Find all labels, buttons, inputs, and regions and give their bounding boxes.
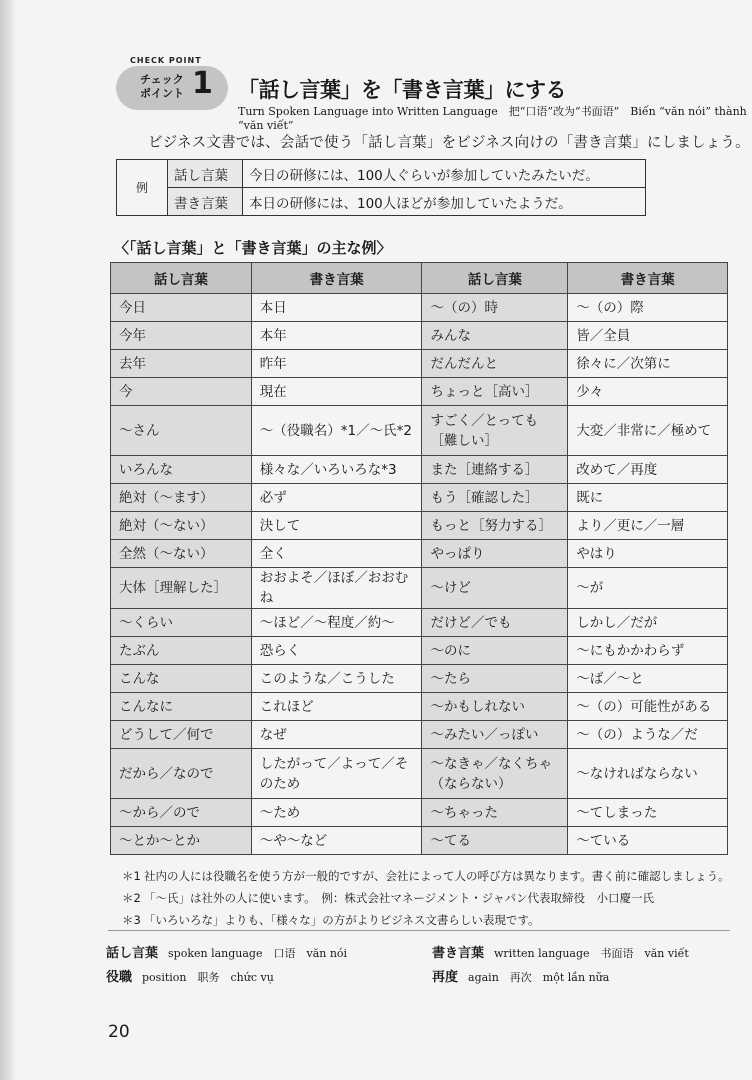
table-row	[111, 749, 728, 799]
table-cell: 〜（の）際	[568, 294, 728, 322]
table-cell: こんな	[111, 665, 252, 693]
column-header: 話し言葉	[422, 263, 568, 294]
table-cell: 絶対（〜ない）	[111, 512, 252, 540]
table-cell: 〜なきゃ／なくちゃ（ならない）	[422, 749, 568, 799]
table-cell: 既に	[568, 484, 728, 512]
table-cell: 〜ため	[251, 799, 422, 827]
table-cell: 〜（の）可能性がある	[568, 693, 728, 721]
table-cell: 皆／全員	[568, 322, 728, 350]
vocab-item: 役職 position 职务 chức vụ	[106, 970, 274, 985]
table-cell: しかし／だが	[568, 609, 728, 637]
table-cell: 今	[111, 378, 252, 406]
table-row	[111, 693, 728, 721]
table-cell: おおよそ／ほぼ／おおむね	[251, 568, 422, 609]
page-number: 20	[108, 1022, 130, 1042]
table-cell: 〜けど	[422, 568, 568, 609]
table-cell: 去年	[111, 350, 252, 378]
table-cell: 現在	[251, 378, 422, 406]
table-cell: 改めて／再度	[568, 456, 728, 484]
table-cell: 本年	[251, 322, 422, 350]
table-row	[111, 827, 728, 855]
vocab-item: 話し言葉 spoken language 口语 văn nói	[106, 946, 348, 961]
table-cell: 〜てる	[422, 827, 568, 855]
table-cell: 〜てしまった	[568, 799, 728, 827]
table-cell: 〜かもしれない	[422, 693, 568, 721]
table-cell: 全く	[251, 540, 422, 568]
table-cell: 〜ちゃった	[422, 799, 568, 827]
example-label: 例	[117, 160, 168, 216]
table-cell: 〜が	[568, 568, 728, 609]
table-row	[111, 406, 728, 456]
table-row	[111, 456, 728, 484]
table-cell: 〜のに	[422, 637, 568, 665]
table-cell: だんだんと	[422, 350, 568, 378]
checkpoint-number: 1	[192, 66, 213, 101]
table-cell: 徐々に／次第に	[568, 350, 728, 378]
section-heading-translation: Turn Spoken Language into Written Language 把“口语”改为“书面语” Biến “văn nói” thành “văn viết”	[238, 105, 747, 132]
table-cell: 〜みたい／っぽい	[422, 721, 568, 749]
table-cell: なぜ	[251, 721, 422, 749]
table-cell: 〜たら	[422, 665, 568, 693]
table-cell: したがって／よって／そのため	[251, 749, 422, 799]
checkpoint-arc-text: CHECK POINT	[130, 56, 202, 65]
table-cell: 様々な／いろいろな*3	[251, 456, 422, 484]
book-spine-shadow	[0, 0, 16, 1080]
table-cell: 〜ほど／〜程度／約〜	[251, 609, 422, 637]
table-cell: やっぱり	[422, 540, 568, 568]
column-header: 書き言葉	[568, 263, 728, 294]
table-title: 〈「話し言葉」と「書き言葉」の主な例〉	[114, 239, 392, 257]
table-row	[111, 637, 728, 665]
table-row	[111, 665, 728, 693]
table-cell: 〜さん	[111, 406, 252, 456]
example-kind: 書き言葉	[168, 188, 243, 216]
intro-text: ビジネス文書では、会話で使う「話し言葉」をビジネス向けの「書き言葉」にしましょう。	[148, 135, 750, 151]
table-cell: 本日	[251, 294, 422, 322]
example-sentence: 本日の研修には、100人ほどが参加していたようだ。	[243, 188, 646, 216]
table-row	[111, 378, 728, 406]
table-cell: もっと［努力する］	[422, 512, 568, 540]
table-cell: 少々	[568, 378, 728, 406]
table-cell: 〜くらい	[111, 609, 252, 637]
footnotes	[122, 865, 730, 931]
vocab-item: 書き言葉 written language 书面语 văn viết	[432, 946, 689, 961]
table-row	[111, 609, 728, 637]
table-cell: 昨年	[251, 350, 422, 378]
footnote: ＊3 「いろいろな」よりも、「様々な」の方がよりビジネス文書らしい表現です。	[122, 913, 540, 927]
table-cell: 〜（の）ような／だ	[568, 721, 728, 749]
table-cell: 〜ば／〜と	[568, 665, 728, 693]
table-row	[111, 512, 728, 540]
vocab-item: 再度 again 再次 một lần nữa	[432, 970, 610, 985]
table-cell: ちょっと［高い］	[422, 378, 568, 406]
table-cell: 〜ている	[568, 827, 728, 855]
table-row	[111, 350, 728, 378]
table-cell: もう［確認した］	[422, 484, 568, 512]
table-cell: 決して	[251, 512, 422, 540]
example-kind: 話し言葉	[168, 160, 243, 188]
table-row	[111, 294, 728, 322]
footnote: ＊1 社内の人には役職名を使う方が一般的ですが、会社によって人の呼び方は異なります。書く前に確認しましょう。	[122, 869, 730, 883]
table-row	[111, 540, 728, 568]
table-cell: 絶対（〜ます）	[111, 484, 252, 512]
table-cell: 大変／非常に／極めて	[568, 406, 728, 456]
table-row	[111, 721, 728, 749]
table-row	[111, 322, 728, 350]
table-cell: だけど／でも	[422, 609, 568, 637]
section-heading: 「話し言葉」を「書き言葉」にする	[238, 78, 566, 102]
table-cell: みんな	[422, 322, 568, 350]
table-cell: 〜とか〜とか	[111, 827, 252, 855]
table-cell: 全然（〜ない）	[111, 540, 252, 568]
table-cell: 今年	[111, 322, 252, 350]
table-row	[111, 799, 728, 827]
divider	[108, 930, 730, 931]
table-cell: だから／なので	[111, 749, 252, 799]
table-cell: こんなに	[111, 693, 252, 721]
table-cell: このような／こうした	[251, 665, 422, 693]
checkpoint-label: チェック ポイント	[140, 73, 184, 100]
table-cell: 今日	[111, 294, 252, 322]
table-cell: やはり	[568, 540, 728, 568]
table-cell: これほど	[251, 693, 422, 721]
table-cell: 〜にもかかわらず	[568, 637, 728, 665]
table-cell: また［連絡する］	[422, 456, 568, 484]
table-cell: 必ず	[251, 484, 422, 512]
column-header: 話し言葉	[111, 263, 252, 294]
column-header: 書き言葉	[251, 263, 422, 294]
footnote: ＊2 「〜氏」は社外の人に使います。 例：株式会社マネージメント・ジャパン代表取締役 小口慶一氏	[122, 891, 655, 905]
table-cell: たぶん	[111, 637, 252, 665]
table-cell: 〜なければならない	[568, 749, 728, 799]
table-cell: より／更に／一層	[568, 512, 728, 540]
table-cell: いろんな	[111, 456, 252, 484]
table-cell: 〜や〜など	[251, 827, 422, 855]
table-cell: 大体［理解した］	[111, 568, 252, 609]
expressions-table	[110, 262, 728, 855]
table-cell: 〜から／ので	[111, 799, 252, 827]
table-cell: どうして／何で	[111, 721, 252, 749]
table-cell: 〜（の）時	[422, 294, 568, 322]
table-cell: 恐らく	[251, 637, 422, 665]
table-row	[111, 484, 728, 512]
table-cell: すごく／とっても［難しい］	[422, 406, 568, 456]
example-table	[116, 159, 646, 216]
table-row	[111, 568, 728, 609]
example-sentence: 今日の研修には、100人ぐらいが参加していたみたいだ。	[243, 160, 646, 188]
table-cell: 〜（役職名）*1／〜氏*2	[251, 406, 422, 456]
